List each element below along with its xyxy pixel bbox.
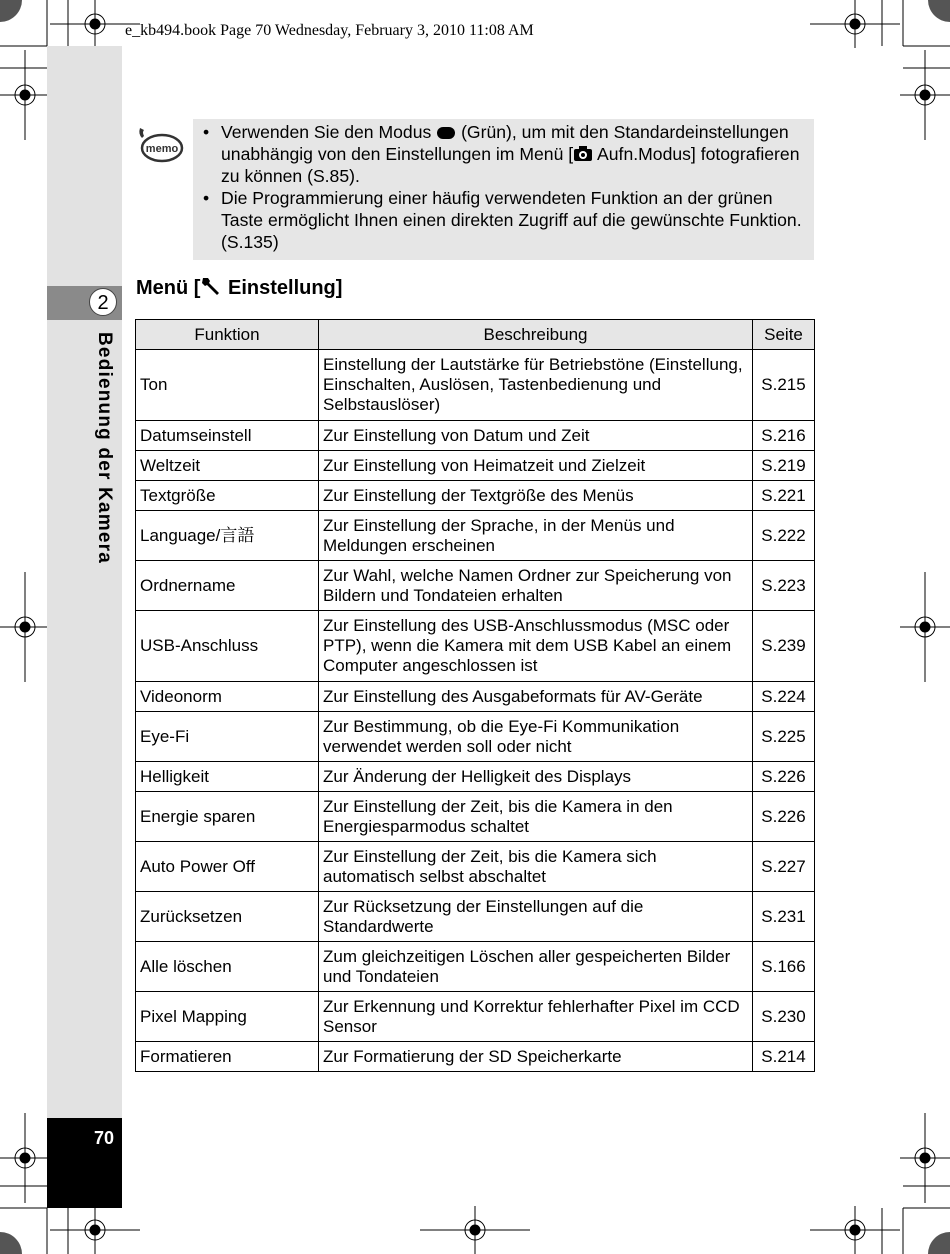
function-cell: Auto Power Off xyxy=(136,842,319,892)
page-cell: S.226 xyxy=(753,762,815,792)
table-row xyxy=(136,992,815,1042)
table-row xyxy=(136,682,815,712)
description-cell: Zur Einstellung von Datum und Zeit xyxy=(319,421,753,451)
table-row xyxy=(136,762,815,792)
description-cell: Zur Wahl, welche Namen Ordner zur Speicherung von Bildern und Tondateien erhalten xyxy=(319,561,753,611)
table-row xyxy=(136,561,815,611)
page-cell: S.231 xyxy=(753,892,815,942)
column-header-function: Funktion xyxy=(136,320,319,350)
table-row xyxy=(136,842,815,892)
page-cell: S.214 xyxy=(753,1042,815,1072)
svg-text:memo: memo xyxy=(145,143,179,155)
function-cell: Energie sparen xyxy=(136,792,319,842)
page-cell: S.227 xyxy=(753,842,815,892)
function-cell: USB-Anschluss xyxy=(136,611,319,682)
page-cell: S.226 xyxy=(753,792,815,842)
description-cell: Zur Rücksetzung der Einstellungen auf die Standardwerte xyxy=(319,892,753,942)
page-cell: S.219 xyxy=(753,451,815,481)
description-cell: Zum gleichzeitigen Löschen aller gespeicherten Bilder und Tondateien xyxy=(319,942,753,992)
table-row xyxy=(136,451,815,481)
print-header: e_kb494.book Page 70 Wednesday, February 3, 2010 11:08 AM xyxy=(125,22,534,39)
table-row xyxy=(136,1042,815,1072)
page-cell: S.222 xyxy=(753,511,815,561)
green-mode-icon xyxy=(436,126,456,140)
function-cell: Weltzeit xyxy=(136,451,319,481)
page-cell: S.221 xyxy=(753,481,815,511)
description-cell: Zur Bestimmung, ob die Eye-Fi Kommunikation verwendet werden soll oder nicht xyxy=(319,712,753,762)
description-cell: Zur Änderung der Helligkeit des Displays xyxy=(319,762,753,792)
function-cell: Helligkeit xyxy=(136,762,319,792)
page-cell: S.216 xyxy=(753,421,815,451)
page-cell: S.166 xyxy=(753,942,815,992)
function-cell: Zurücksetzen xyxy=(136,892,319,942)
table-row xyxy=(136,892,815,942)
table-header-row xyxy=(136,320,815,350)
page-cell: S.239 xyxy=(753,611,815,682)
description-cell: Zur Erkennung und Korrektur fehlerhafter Pixel im CCD Sensor xyxy=(319,992,753,1042)
page-cell: S.224 xyxy=(753,682,815,712)
page-cell: S.223 xyxy=(753,561,815,611)
function-cell: Pixel Mapping xyxy=(136,992,319,1042)
table-row xyxy=(136,792,815,842)
function-cell: Videonorm xyxy=(136,682,319,712)
chapter-number: 2 xyxy=(89,288,117,316)
page-number-box xyxy=(47,1118,122,1208)
page-cell: S.230 xyxy=(753,992,815,1042)
wrench-icon xyxy=(200,276,222,296)
function-cell: Language/言語 xyxy=(136,511,319,561)
column-header-description: Beschreibung xyxy=(319,320,753,350)
table-row xyxy=(136,350,815,421)
section-title: Menü [ Einstellung] xyxy=(136,277,343,299)
page-number: 70 xyxy=(93,1128,114,1148)
description-cell: Zur Einstellung der Textgröße des Menüs xyxy=(319,481,753,511)
settings-table xyxy=(135,319,815,1072)
memo-icon xyxy=(134,124,184,166)
table-row xyxy=(136,712,815,762)
description-cell: Zur Formatierung der SD Speicherkarte xyxy=(319,1042,753,1072)
column-header-page: Seite xyxy=(753,320,815,350)
side-strip xyxy=(47,46,122,1208)
function-cell: Alle löschen xyxy=(136,942,319,992)
page-cell: S.215 xyxy=(753,350,815,421)
memo-item: • Die Programmierung einer häufig verwendeten Funktion an der grünen Taste ermöglicht Ihnen einen direkten Zugriff auf die gewünschte Funktion. (S.135) xyxy=(203,188,802,252)
description-cell: Einstellung der Lautstärke für Betriebstöne (Einstellung, Einschalten, Auslösen, Tastenbedienung und Selbstauslöser) xyxy=(319,350,753,421)
table-row xyxy=(136,421,815,451)
description-cell: Zur Einstellung der Sprache, in der Menüs und Meldungen erscheinen xyxy=(319,511,753,561)
memo-list xyxy=(203,121,803,253)
camera-icon xyxy=(573,146,593,162)
description-cell: Zur Einstellung von Heimatzeit und Zielzeit xyxy=(319,451,753,481)
table-row xyxy=(136,481,815,511)
memo-item: • Verwenden Sie den Modus (Grün), um mit den Standardeinstellungen unabhängig von den Einstellungen im Menü [ Aufn.Modus] fotografieren zu können (S.85). xyxy=(203,122,800,186)
function-cell: Datumseinstell xyxy=(136,421,319,451)
function-cell: Textgröße xyxy=(136,481,319,511)
function-cell: Ton xyxy=(136,350,319,421)
description-cell: Zur Einstellung des Ausgabeformats für AV-Geräte xyxy=(319,682,753,712)
chapter-title: Bedienung der Kamera xyxy=(94,332,115,564)
description-cell: Zur Einstellung der Zeit, bis die Kamera sich automatisch selbst abschaltet xyxy=(319,842,753,892)
page-cell: S.225 xyxy=(753,712,815,762)
function-cell: Ordnername xyxy=(136,561,319,611)
description-cell: Zur Einstellung des USB-Anschlussmodus (MSC oder PTP), wenn die Kamera mit dem USB Kabel an einem Computer angeschlossen ist xyxy=(319,611,753,682)
table-row xyxy=(136,942,815,992)
description-cell: Zur Einstellung der Zeit, bis die Kamera in den Energiesparmodus schaltet xyxy=(319,792,753,842)
function-cell: Formatieren xyxy=(136,1042,319,1072)
table-row xyxy=(136,511,815,561)
table-row xyxy=(136,611,815,682)
function-cell: Eye-Fi xyxy=(136,712,319,762)
